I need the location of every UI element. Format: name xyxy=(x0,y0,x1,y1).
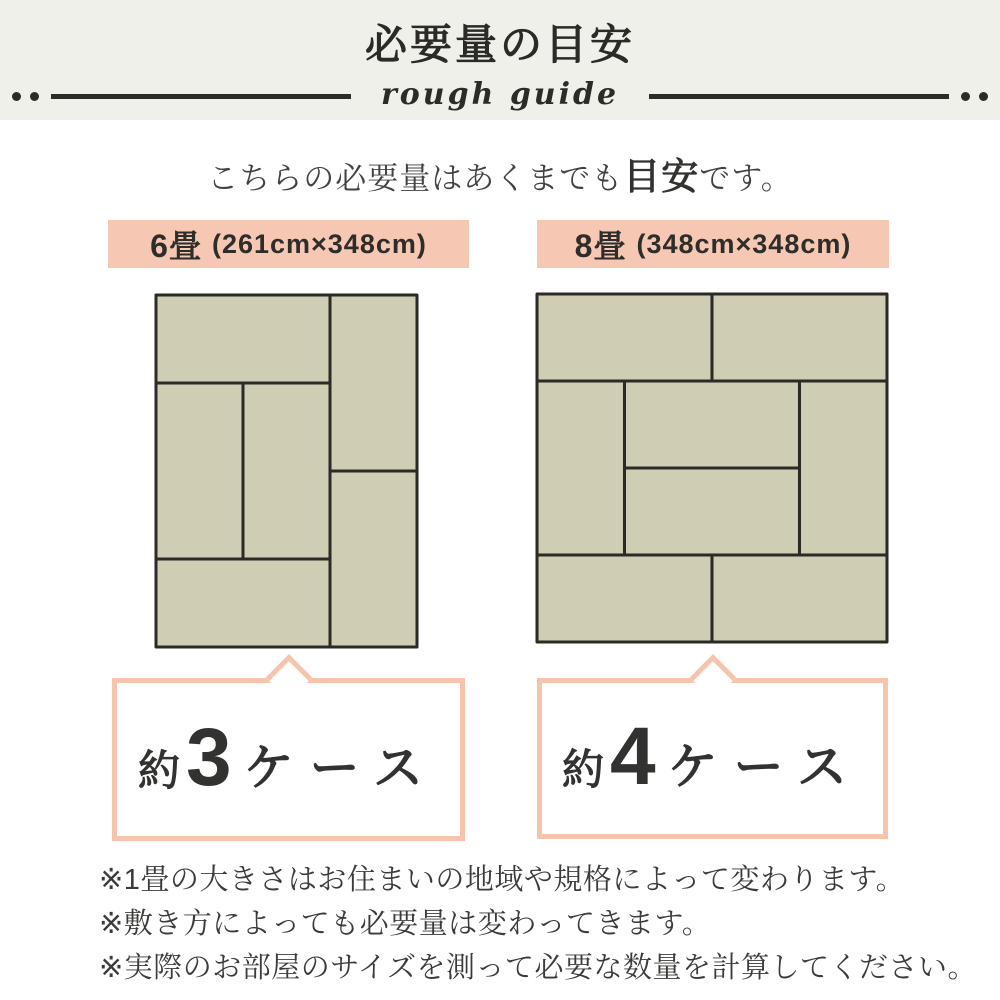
case-unit-label: ケース xyxy=(243,739,440,796)
case-count-number: 3 xyxy=(185,711,232,803)
tatami-mat xyxy=(712,555,887,642)
header-decor-rule xyxy=(0,76,1000,112)
case-count-number: 4 xyxy=(609,710,656,802)
subtitle-script: rough guide xyxy=(380,76,620,112)
case-approx-prefix: 約 xyxy=(561,745,604,793)
footnote-line: ※実際のお部屋のサイズを測って必要な数量を計算してください。 xyxy=(99,952,977,984)
footnote-line: ※敷き方によっても必要量は変わってきます。 xyxy=(99,908,712,940)
size-label-6jo xyxy=(108,220,469,268)
case-count-text-8jo xyxy=(562,710,863,804)
decor-dot-icon xyxy=(979,92,988,101)
intro-sentence xyxy=(0,146,1000,200)
page-title: 必要量の目安 xyxy=(364,21,635,68)
intro-prefix: こちらの必要量はあくまでも xyxy=(207,161,624,196)
footnotes xyxy=(99,858,977,990)
tatami-mat xyxy=(537,381,624,555)
size-label-8jo-dimensions: (348cm×348cm) xyxy=(636,228,852,259)
decor-line xyxy=(649,94,949,99)
decor-dot-icon xyxy=(30,92,39,101)
decor-line xyxy=(51,94,351,99)
callout-notch-icon xyxy=(265,654,312,701)
case-count-box-8jo xyxy=(537,678,888,839)
tatami-layout-diagram-8jo xyxy=(535,292,889,644)
case-count-text-6jo xyxy=(138,711,439,805)
tatami-mat xyxy=(243,383,330,559)
decor-dot-icon xyxy=(12,92,21,101)
tatami-mat xyxy=(537,294,712,381)
tatami-mat xyxy=(799,381,886,555)
case-unit-label: ケース xyxy=(667,738,864,795)
tatami-mat xyxy=(537,555,712,642)
tatami-mat xyxy=(712,294,887,381)
decor-dot-icon xyxy=(961,92,970,101)
tatami-mat xyxy=(625,468,800,555)
case-count-box-6jo xyxy=(112,678,465,841)
tatami-mat xyxy=(156,295,330,383)
header-band xyxy=(0,0,1000,120)
footnote-line: ※1畳の大きさはお住まいの地域や規格によって変わります。 xyxy=(99,864,906,896)
tatami-layout-diagram-6jo xyxy=(154,293,419,649)
size-label-6jo-dimensions: (261cm×348cm) xyxy=(211,228,427,259)
tatami-mat xyxy=(156,559,330,647)
tatami-mat xyxy=(625,381,800,468)
callout-notch-icon xyxy=(689,654,736,701)
tatami-mat xyxy=(156,383,243,559)
tatami-mat xyxy=(330,471,417,647)
intro-suffix: です。 xyxy=(699,161,793,196)
case-approx-prefix: 約 xyxy=(137,746,180,794)
size-label-8jo-name: 8畳 xyxy=(574,228,627,264)
intro-emphasis: 目安 xyxy=(623,156,700,197)
size-label-6jo-name: 6畳 xyxy=(150,228,202,264)
tatami-mat xyxy=(330,295,417,471)
size-label-8jo xyxy=(537,220,889,268)
